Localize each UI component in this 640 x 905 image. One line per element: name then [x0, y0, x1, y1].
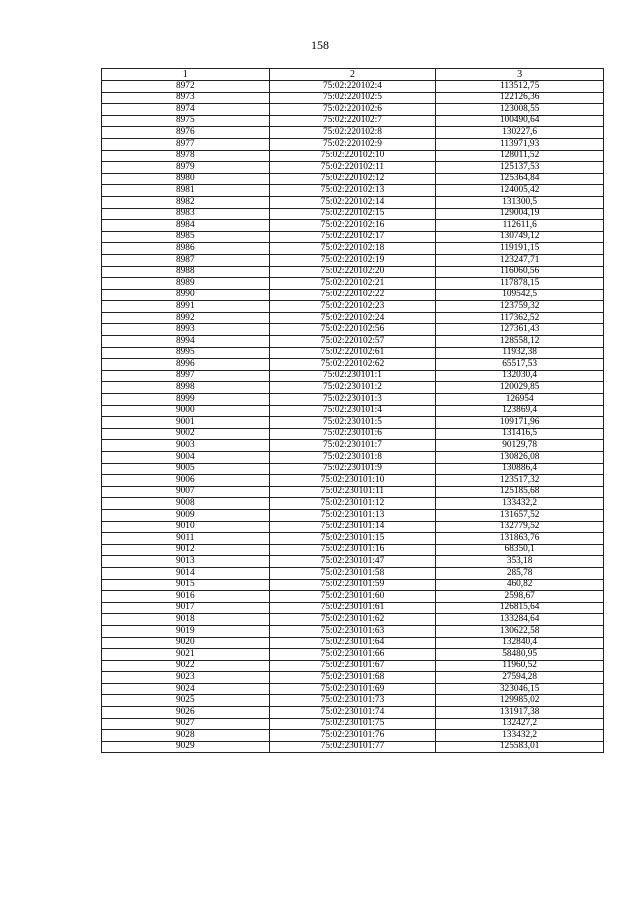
table-row	[102, 127, 604, 139]
value-cell: 100490,64	[436, 115, 604, 127]
value-cell: 133432,2	[436, 498, 604, 510]
value-cell: 131863,76	[436, 533, 604, 545]
value-cell: 123247,71	[436, 254, 604, 266]
cadastral-number-cell: 75:02:230101:76	[269, 730, 436, 742]
cadastral-number-cell: 75:02:220102:17	[269, 231, 436, 243]
value-cell: 129985,02	[436, 695, 604, 707]
table-row	[102, 382, 604, 394]
cadastral-number-cell: 75:02:220102:20	[269, 266, 436, 278]
row-number-cell: 9022	[102, 660, 270, 672]
cadastral-number-cell: 75:02:220102:23	[269, 301, 436, 313]
table-header	[102, 69, 604, 81]
table-row	[102, 394, 604, 406]
row-number-cell: 8984	[102, 220, 270, 232]
cadastral-number-cell: 75:02:230101:69	[269, 683, 436, 695]
cadastral-number-cell: 75:02:230101:63	[269, 625, 436, 637]
row-number-cell: 8986	[102, 243, 270, 255]
row-number-cell: 8974	[102, 104, 270, 116]
table-row	[102, 220, 604, 232]
cadastral-number-cell: 75:02:220102:18	[269, 243, 436, 255]
table-row	[102, 359, 604, 371]
cadastral-number-cell: 75:02:230101:16	[269, 544, 436, 556]
row-number-cell: 9016	[102, 591, 270, 603]
table-row	[102, 683, 604, 695]
value-cell: 130227,6	[436, 127, 604, 139]
table-row	[102, 486, 604, 498]
row-number-cell: 8989	[102, 278, 270, 290]
table-row	[102, 428, 604, 440]
table-row	[102, 649, 604, 661]
cadastral-number-cell: 75:02:220102:6	[269, 104, 436, 116]
row-number-cell: 9002	[102, 428, 270, 440]
value-cell: 131416,5	[436, 428, 604, 440]
table-row	[102, 150, 604, 162]
table-row	[102, 463, 604, 475]
row-number-cell: 9005	[102, 463, 270, 475]
table-row	[102, 509, 604, 521]
cadastral-number-cell: 75:02:230101:61	[269, 602, 436, 614]
table-row	[102, 336, 604, 348]
cadastral-number-cell: 75:02:230101:7	[269, 440, 436, 452]
table-row	[102, 231, 604, 243]
cadastral-number-cell: 75:02:230101:5	[269, 417, 436, 429]
cadastral-number-cell: 75:02:230101:12	[269, 498, 436, 510]
cadastral-number-cell: 75:02:220102:16	[269, 220, 436, 232]
value-cell: 125185,68	[436, 486, 604, 498]
row-number-cell: 8998	[102, 382, 270, 394]
table-row	[102, 730, 604, 742]
cadastral-number-cell: 75:02:220102:24	[269, 312, 436, 324]
value-cell: 123517,32	[436, 475, 604, 487]
cadastral-number-cell: 75:02:220102:7	[269, 115, 436, 127]
value-cell: 109542,5	[436, 289, 604, 301]
table-row	[102, 556, 604, 568]
table-row	[102, 208, 604, 220]
table-row	[102, 533, 604, 545]
table-row	[102, 173, 604, 185]
cadastral-number-cell: 75:02:230101:60	[269, 591, 436, 603]
value-cell: 323046,15	[436, 683, 604, 695]
cadastral-number-cell: 75:02:230101:2	[269, 382, 436, 394]
table-row	[102, 660, 604, 672]
value-cell: 128011,52	[436, 150, 604, 162]
value-cell: 133432,2	[436, 730, 604, 742]
row-number-cell: 8990	[102, 289, 270, 301]
table-row	[102, 115, 604, 127]
cadastral-number-cell: 75:02:220102:62	[269, 359, 436, 371]
cadastral-number-cell: 75:02:230101:68	[269, 672, 436, 684]
row-number-cell: 8975	[102, 115, 270, 127]
cadastral-number-cell: 75:02:230101:11	[269, 486, 436, 498]
value-cell: 129004,19	[436, 208, 604, 220]
value-cell: 132427,2	[436, 718, 604, 730]
row-number-cell: 8983	[102, 208, 270, 220]
table-row	[102, 741, 604, 753]
table-row	[102, 567, 604, 579]
table-row	[102, 579, 604, 591]
row-number-cell: 8979	[102, 162, 270, 174]
table-row	[102, 162, 604, 174]
cadastral-number-cell: 75:02:220102:15	[269, 208, 436, 220]
table-row	[102, 405, 604, 417]
cadastral-number-cell: 75:02:230101:6	[269, 428, 436, 440]
table-row	[102, 544, 604, 556]
value-cell: 132840,4	[436, 637, 604, 649]
value-cell: 124005,42	[436, 185, 604, 197]
value-cell: 113512,75	[436, 81, 604, 93]
row-number-cell: 9009	[102, 509, 270, 521]
cadastral-number-cell: 75:02:230101:66	[269, 649, 436, 661]
cadastral-number-cell: 75:02:220102:5	[269, 92, 436, 104]
row-number-cell: 9028	[102, 730, 270, 742]
value-cell: 127361,43	[436, 324, 604, 336]
cadastral-number-cell: 75:02:230101:77	[269, 741, 436, 753]
value-cell: 126954	[436, 394, 604, 406]
table-row	[102, 498, 604, 510]
value-cell: 11960,52	[436, 660, 604, 672]
row-number-cell: 9010	[102, 521, 270, 533]
value-cell: 460,82	[436, 579, 604, 591]
table-row	[102, 718, 604, 730]
row-number-cell: 9004	[102, 452, 270, 464]
value-cell: 65517,53	[436, 359, 604, 371]
cadastral-number-cell: 75:02:230101:4	[269, 405, 436, 417]
row-number-cell: 9012	[102, 544, 270, 556]
value-cell: 112611,6	[436, 220, 604, 232]
cadastral-number-cell: 75:02:230101:10	[269, 475, 436, 487]
cadastral-number-cell: 75:02:230101:14	[269, 521, 436, 533]
value-cell: 132030,4	[436, 370, 604, 382]
value-cell: 117362,52	[436, 312, 604, 324]
cadastral-number-cell: 75:02:230101:13	[269, 509, 436, 521]
cadastral-number-cell: 75:02:230101:3	[269, 394, 436, 406]
row-number-cell: 8976	[102, 127, 270, 139]
table-row	[102, 602, 604, 614]
value-cell: 113971,93	[436, 138, 604, 150]
column-header-1: 1	[102, 69, 270, 81]
value-cell: 122126,36	[436, 92, 604, 104]
value-cell: 130886,4	[436, 463, 604, 475]
value-cell: 117878,15	[436, 278, 604, 290]
cadastral-number-cell: 75:02:230101:15	[269, 533, 436, 545]
row-number-cell: 8981	[102, 185, 270, 197]
row-number-cell: 9014	[102, 567, 270, 579]
value-cell: 131917,38	[436, 707, 604, 719]
row-number-cell: 9000	[102, 405, 270, 417]
row-number-cell: 9026	[102, 707, 270, 719]
table-row	[102, 266, 604, 278]
row-number-cell: 8982	[102, 196, 270, 208]
column-header-2: 2	[269, 69, 436, 81]
table-row	[102, 625, 604, 637]
cadastral-number-cell: 75:02:220102:19	[269, 254, 436, 266]
cadastral-number-cell: 75:02:230101:58	[269, 567, 436, 579]
row-number-cell: 8992	[102, 312, 270, 324]
value-cell: 123869,4	[436, 405, 604, 417]
row-number-cell: 9001	[102, 417, 270, 429]
row-number-cell: 9024	[102, 683, 270, 695]
value-cell: 123759,32	[436, 301, 604, 313]
table-row	[102, 278, 604, 290]
cadastral-number-cell: 75:02:220102:12	[269, 173, 436, 185]
table-row	[102, 243, 604, 255]
row-number-cell: 8991	[102, 301, 270, 313]
value-cell: 11932,38	[436, 347, 604, 359]
cadastral-number-cell: 75:02:220102:13	[269, 185, 436, 197]
cadastral-number-cell: 75:02:230101:59	[269, 579, 436, 591]
cadastral-number-cell: 75:02:230101:1	[269, 370, 436, 382]
table-row	[102, 591, 604, 603]
cadastral-number-cell: 75:02:230101:64	[269, 637, 436, 649]
table-row	[102, 707, 604, 719]
cadastral-number-cell: 75:02:220102:61	[269, 347, 436, 359]
table-body	[102, 81, 604, 753]
cadastral-number-cell: 75:02:230101:75	[269, 718, 436, 730]
value-cell: 120029,85	[436, 382, 604, 394]
cadastral-number-cell: 75:02:230101:62	[269, 614, 436, 626]
row-number-cell: 9008	[102, 498, 270, 510]
table-row	[102, 347, 604, 359]
row-number-cell: 8995	[102, 347, 270, 359]
row-number-cell: 9025	[102, 695, 270, 707]
table-row	[102, 614, 604, 626]
table-row	[102, 138, 604, 150]
value-cell: 130826,08	[436, 452, 604, 464]
table-row	[102, 254, 604, 266]
value-cell: 130622,58	[436, 625, 604, 637]
cadastral-number-cell: 75:02:220102:4	[269, 81, 436, 93]
value-cell: 27594,28	[436, 672, 604, 684]
value-cell: 353,18	[436, 556, 604, 568]
row-number-cell: 9019	[102, 625, 270, 637]
value-cell: 116060,56	[436, 266, 604, 278]
row-number-cell: 9011	[102, 533, 270, 545]
table-row	[102, 92, 604, 104]
cadastral-number-cell: 75:02:220102:14	[269, 196, 436, 208]
row-number-cell: 8980	[102, 173, 270, 185]
value-cell: 109171,96	[436, 417, 604, 429]
row-number-cell: 9021	[102, 649, 270, 661]
cadastral-number-cell: 75:02:220102:21	[269, 278, 436, 290]
column-header-3: 3	[436, 69, 604, 81]
cadastral-number-cell: 75:02:220102:57	[269, 336, 436, 348]
row-number-cell: 9003	[102, 440, 270, 452]
value-cell: 125364,84	[436, 173, 604, 185]
row-number-cell: 9018	[102, 614, 270, 626]
value-cell: 130749,12	[436, 231, 604, 243]
row-number-cell: 8973	[102, 92, 270, 104]
cadastral-number-cell: 75:02:230101:67	[269, 660, 436, 672]
cadastral-number-cell: 75:02:220102:56	[269, 324, 436, 336]
cadastral-number-cell: 75:02:230101:9	[269, 463, 436, 475]
cadastral-number-cell: 75:02:220102:22	[269, 289, 436, 301]
row-number-cell: 8999	[102, 394, 270, 406]
value-cell: 132779,52	[436, 521, 604, 533]
table-row	[102, 521, 604, 533]
row-number-cell: 9020	[102, 637, 270, 649]
value-cell: 123008,55	[436, 104, 604, 116]
cadastral-number-cell: 75:02:220102:8	[269, 127, 436, 139]
value-cell: 90129,78	[436, 440, 604, 452]
row-number-cell: 9007	[102, 486, 270, 498]
table-row	[102, 695, 604, 707]
value-cell: 128558,12	[436, 336, 604, 348]
table-row	[102, 185, 604, 197]
row-number-cell: 9013	[102, 556, 270, 568]
table-row	[102, 370, 604, 382]
table-row	[102, 637, 604, 649]
value-cell: 58480,95	[436, 649, 604, 661]
value-cell: 119191,15	[436, 243, 604, 255]
cadastral-number-cell: 75:02:220102:11	[269, 162, 436, 174]
row-number-cell: 9023	[102, 672, 270, 684]
table-row	[102, 196, 604, 208]
data-table	[101, 68, 604, 753]
row-number-cell: 8996	[102, 359, 270, 371]
table-row	[102, 289, 604, 301]
row-number-cell: 8988	[102, 266, 270, 278]
value-cell: 68350,1	[436, 544, 604, 556]
table-row	[102, 452, 604, 464]
cadastral-number-cell: 75:02:230101:8	[269, 452, 436, 464]
table-row	[102, 417, 604, 429]
value-cell: 2598,67	[436, 591, 604, 603]
row-number-cell: 8993	[102, 324, 270, 336]
page-number: 158	[311, 38, 329, 52]
row-number-cell: 9017	[102, 602, 270, 614]
table-row	[102, 672, 604, 684]
cadastral-number-cell: 75:02:230101:47	[269, 556, 436, 568]
row-number-cell: 8972	[102, 81, 270, 93]
row-number-cell: 8985	[102, 231, 270, 243]
value-cell: 131300,5	[436, 196, 604, 208]
table-row	[102, 104, 604, 116]
value-cell: 131657,52	[436, 509, 604, 521]
table-row	[102, 301, 604, 313]
row-number-cell: 8997	[102, 370, 270, 382]
table-row	[102, 440, 604, 452]
cadastral-number-cell: 75:02:230101:73	[269, 695, 436, 707]
table-row	[102, 312, 604, 324]
row-number-cell: 9006	[102, 475, 270, 487]
value-cell: 126815,64	[436, 602, 604, 614]
value-cell: 133284,64	[436, 614, 604, 626]
row-number-cell: 9029	[102, 741, 270, 753]
value-cell: 285,78	[436, 567, 604, 579]
cadastral-number-cell: 75:02:230101:74	[269, 707, 436, 719]
cadastral-number-cell: 75:02:220102:9	[269, 138, 436, 150]
row-number-cell: 9015	[102, 579, 270, 591]
header-row	[102, 69, 604, 81]
row-number-cell: 8977	[102, 138, 270, 150]
row-number-cell: 8978	[102, 150, 270, 162]
value-cell: 125583,01	[436, 741, 604, 753]
table-row	[102, 81, 604, 93]
cadastral-number-cell: 75:02:220102:10	[269, 150, 436, 162]
row-number-cell: 8994	[102, 336, 270, 348]
value-cell: 125137,53	[436, 162, 604, 174]
table-row	[102, 475, 604, 487]
table-row	[102, 324, 604, 336]
row-number-cell: 9027	[102, 718, 270, 730]
row-number-cell: 8987	[102, 254, 270, 266]
